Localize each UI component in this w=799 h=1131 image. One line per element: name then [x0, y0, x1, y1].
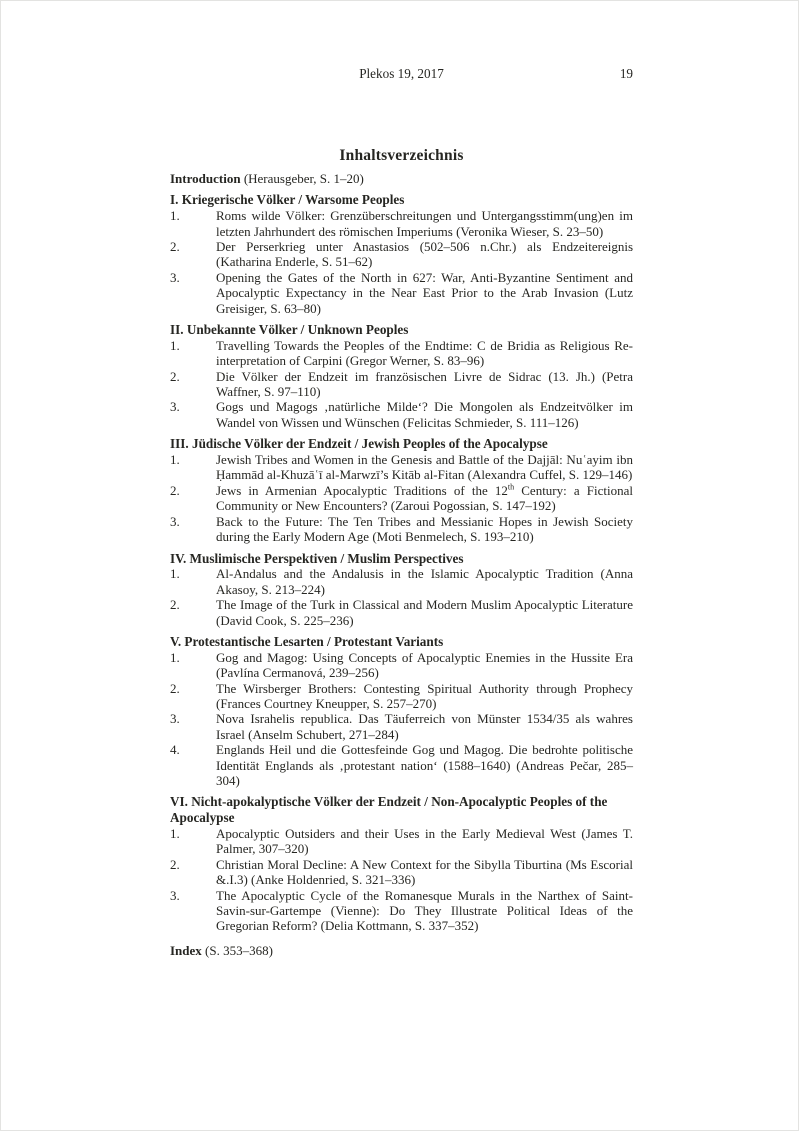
toc-item — [170, 270, 633, 316]
journal-title: Plekos 19, 2017 — [359, 66, 444, 81]
item-number: 4. — [170, 742, 180, 758]
toc-item — [170, 566, 633, 597]
item-text: The Image of the Turk in Classical and Modern Muslim Apocalyptic Literature (David Cook, S. 225–236) — [216, 597, 633, 628]
introduction-details: (Herausgeber, S. 1–20) — [240, 171, 364, 186]
item-text: Die Völker der Endzeit im französischen Livre de Sidrac (13. Jh.) (Petra Waffner, S. 97–110) — [216, 368, 633, 400]
toc-item — [170, 208, 633, 239]
item-text: Jews in Armenian Apocalyptic Traditions of the 12th Century: a Fictional Community or New Encounters? (Zaroui Pogossian, S. 147–192) — [216, 482, 634, 514]
item-text: Nova Israhelis republica. Das Täuferreich von Münster 1534/35 als wahres Israel (Anselm Schubert, 271–284) — [216, 711, 633, 742]
item-number: 2. — [170, 482, 180, 498]
toc-item — [170, 239, 633, 270]
section-heading: II. Unbekannte Völker / Unknown Peoples — [170, 322, 409, 338]
item-number: 1. — [170, 208, 180, 224]
toc-section — [170, 436, 633, 544]
toc-item — [170, 338, 633, 369]
item-number: 1. — [170, 825, 180, 841]
item-text: Roms wilde Völker: Grenzüberschreitungen und Untergangsstimm(ung)en im letzten Jahrhundert des römischen Imperiums (Veronika Wieser, S. 23–50) — [216, 208, 633, 239]
item-number: 3. — [170, 887, 180, 903]
toc-item — [170, 711, 633, 742]
toc-item — [170, 452, 633, 483]
item-text: Opening the Gates of the North in 627: War, Anti-Byzantine Sentiment and Apocalyptic Expectancy in the Near East Prior to the Arab Invasion (Lutz Greisiger, S. 63–80) — [216, 269, 633, 316]
introduction-entry — [170, 171, 633, 186]
item-text: Al-Andalus and the Andalusis in the Islamic Apocalyptic Tradition (Anna Akasoy, S. 213–224) — [216, 566, 633, 597]
running-header — [170, 66, 633, 83]
toc-item — [170, 681, 633, 712]
item-text: Der Perserkrieg unter Anastasios (502–506 n.Chr.) als Endzeitereignis (Katharina Enderle, S. 51–62) — [216, 239, 633, 270]
item-text: Englands Heil und die Gottesfeinde Gog und Magog. Die bedrohte politische Identität Englands als ‚protestant nation‘ (1588–1640) (Andreas Pečar, 285–304) — [216, 742, 633, 788]
introduction-label: Introduction — [170, 171, 241, 186]
item-number: 3. — [170, 711, 180, 727]
item-text: Back to the Future: The Ten Tribes and Messianic Hopes in Jewish Society during the Early Modern Age (Moti Benmelech, S. 193–210) — [216, 513, 633, 545]
toc-title: Inhaltsverzeichnis — [339, 147, 464, 164]
item-text: Jewish Tribes and Women in the Genesis and Battle of the Dajjāl: Nuʿayim ibn Ḥammād al-Khuzāʿī al-Marwzī’s Kitāb al-Fitan (Alexandra Cuffel, S. 129–146) — [216, 452, 633, 483]
index-label: Index — [170, 942, 202, 958]
item-number: 1. — [170, 337, 180, 353]
toc-section — [170, 551, 633, 628]
item-number: 2. — [170, 856, 180, 872]
toc-item — [170, 514, 633, 545]
item-text: Gogs und Magogs ‚natürliche Milde‘? Die Mongolen als Endzeitvölker im Wandel von Wissen und Wünschen (Felicitas Schmieder, S. 111–126) — [216, 399, 633, 430]
toc-section — [170, 634, 633, 788]
item-text: Christian Moral Decline: A New Context for the Sibylla Tiburtina (Ms Escorial &.I.3) (Anke Holdenried, S. 321–336) — [216, 856, 633, 888]
section-heading: I. Kriegerische Völker / Warsome Peoples — [170, 192, 405, 208]
item-number: 3. — [170, 513, 180, 529]
item-number: 3. — [170, 269, 180, 285]
section-heading: VI. Nicht-apokalyptische Völker der Endzeit / Non-Apocalyptic Peoples of the Apocalypse — [170, 794, 608, 826]
item-text: Travelling Towards the Peoples of the Endtime: C de Bridia as Religious Re-interpretation of Carpini (Gregor Werner, S. 83–96) — [216, 337, 633, 369]
toc-item — [170, 483, 633, 514]
item-text: Gog and Magog: Using Concepts of Apocalyptic Enemies in the Hussite Era (Pavlína Cermanová, 239–256) — [216, 649, 633, 681]
item-text: The Wirsberger Brothers: Contesting Spiritual Authority through Prophecy (Frances Courtney Kneupper, S. 257–270) — [216, 680, 633, 711]
item-number: 3. — [170, 399, 180, 415]
item-number: 1. — [170, 566, 180, 582]
section-heading: IV. Muslimische Perspektiven / Muslim Perspectives — [170, 550, 464, 566]
toc-item — [170, 369, 633, 400]
toc-item — [170, 826, 633, 857]
page-number: 19 — [619, 66, 633, 81]
toc-sections — [170, 192, 633, 933]
item-text: The Apocalyptic Cycle of the Romanesque Murals in the Narthex of Saint-Savin-sur-Gartempe (Vienne): Do They Illustrate Political Ideas of the Gregorian Reform? (Delia Kottmann, S. 337–352) — [216, 887, 633, 934]
item-number: 2. — [170, 368, 180, 384]
toc-item — [170, 742, 633, 788]
toc-section — [170, 192, 633, 316]
toc-item — [170, 888, 633, 934]
section-heading: V. Protestantische Lesarten / Protestant Variants — [170, 633, 444, 649]
item-number: 2. — [170, 680, 180, 696]
toc-item — [170, 597, 633, 628]
index-entry — [170, 943, 633, 958]
toc-item — [170, 399, 633, 430]
toc-section — [170, 794, 633, 933]
index-details: (S. 353–368) — [201, 942, 273, 958]
toc-item — [170, 857, 633, 888]
item-number: 2. — [170, 239, 180, 255]
text-block — [170, 1, 633, 958]
toc-item — [170, 650, 633, 681]
toc-section — [170, 322, 633, 430]
section-heading: III. Jüdische Völker der Endzeit / Jewish Peoples of the Apocalypse — [170, 436, 548, 452]
item-number: 1. — [170, 649, 180, 665]
item-number: 2. — [170, 597, 180, 613]
item-number: 1. — [170, 452, 180, 468]
item-text: Apocalyptic Outsiders and their Uses in the Early Medieval West (James T. Palmer, 307–320) — [216, 825, 633, 857]
